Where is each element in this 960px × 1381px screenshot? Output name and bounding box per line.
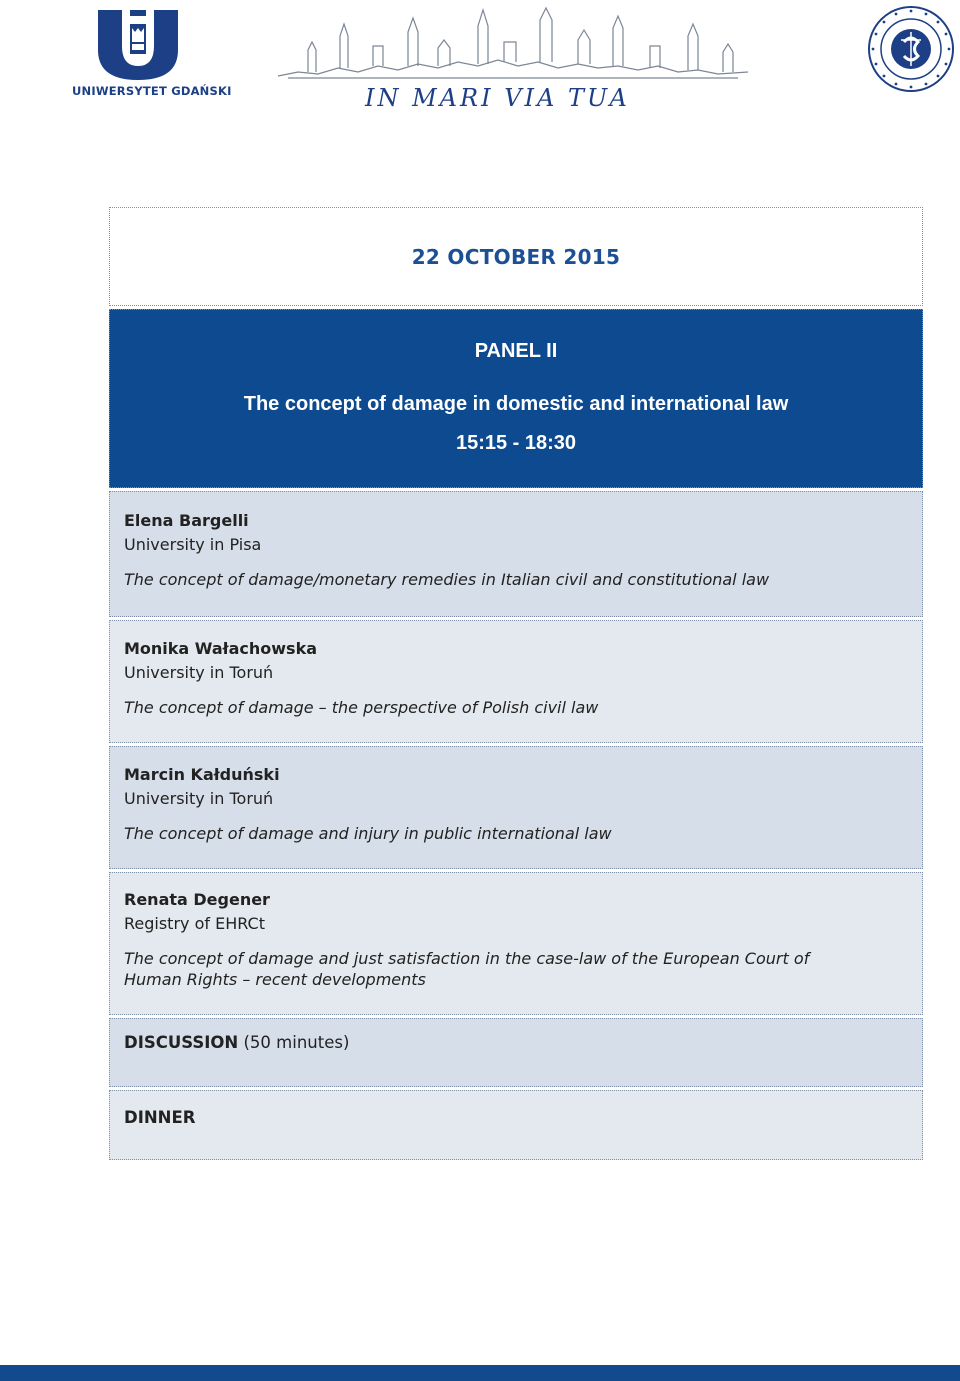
speaker-affiliation: University in Toruń <box>124 789 274 808</box>
motto-text: IN MARI VIA TUA <box>365 84 630 112</box>
university-name: UNIWERSYTET GDAŃSKI <box>72 84 232 98</box>
discussion-label: DISCUSSION <box>124 1033 239 1052</box>
panel-header <box>109 309 923 488</box>
discussion-duration: (50 minutes) <box>243 1033 350 1052</box>
speaker-name: Renata Degener <box>124 890 270 909</box>
panel-title: PANEL II <box>474 340 558 362</box>
speaker-name: Monika Wałachowska <box>124 639 318 658</box>
page-header <box>0 0 960 130</box>
talk-title: The concept of damage and injury in public international law <box>124 824 612 843</box>
date-row <box>109 207 923 306</box>
talk-title-line-1: The concept of damage and just satisfaction in the case-law of the European Court of <box>124 949 810 968</box>
program-table <box>109 207 923 1163</box>
faculty-seal-icon <box>866 4 956 94</box>
panel-time: 15:15 - 18:30 <box>455 432 577 454</box>
dinner-row <box>109 1090 923 1160</box>
discussion-row <box>109 1018 923 1087</box>
panel-subtitle: The concept of damage in domestic and international law <box>243 393 789 415</box>
event-date: 22 OCTOBER 2015 <box>411 244 621 269</box>
speaker-name: Elena Bargelli <box>124 511 249 530</box>
university-logo <box>72 6 232 98</box>
speaker-affiliation: Registry of EHRCt <box>124 914 265 933</box>
speaker-affiliation: University in Toruń <box>124 663 274 682</box>
talk-title <box>124 948 922 990</box>
talk-row <box>109 491 923 617</box>
speaker-affiliation: University in Pisa <box>124 535 262 554</box>
talk-title: The concept of damage – the perspective of Polish civil law <box>124 698 599 717</box>
dinner-label: DINNER <box>124 1108 196 1127</box>
city-skyline-icon <box>278 6 748 86</box>
footer-bar <box>0 1365 960 1381</box>
talk-title-line-2: Human Rights – recent developments <box>124 970 426 989</box>
university-crest-icon <box>92 6 184 82</box>
talk-row <box>109 620 923 743</box>
talk-row <box>109 872 923 1015</box>
speaker-name: Marcin Kałduński <box>124 765 280 784</box>
talk-title: The concept of damage/monetary remedies in Italian civil and constitutional law <box>124 570 770 589</box>
talk-row <box>109 746 923 869</box>
